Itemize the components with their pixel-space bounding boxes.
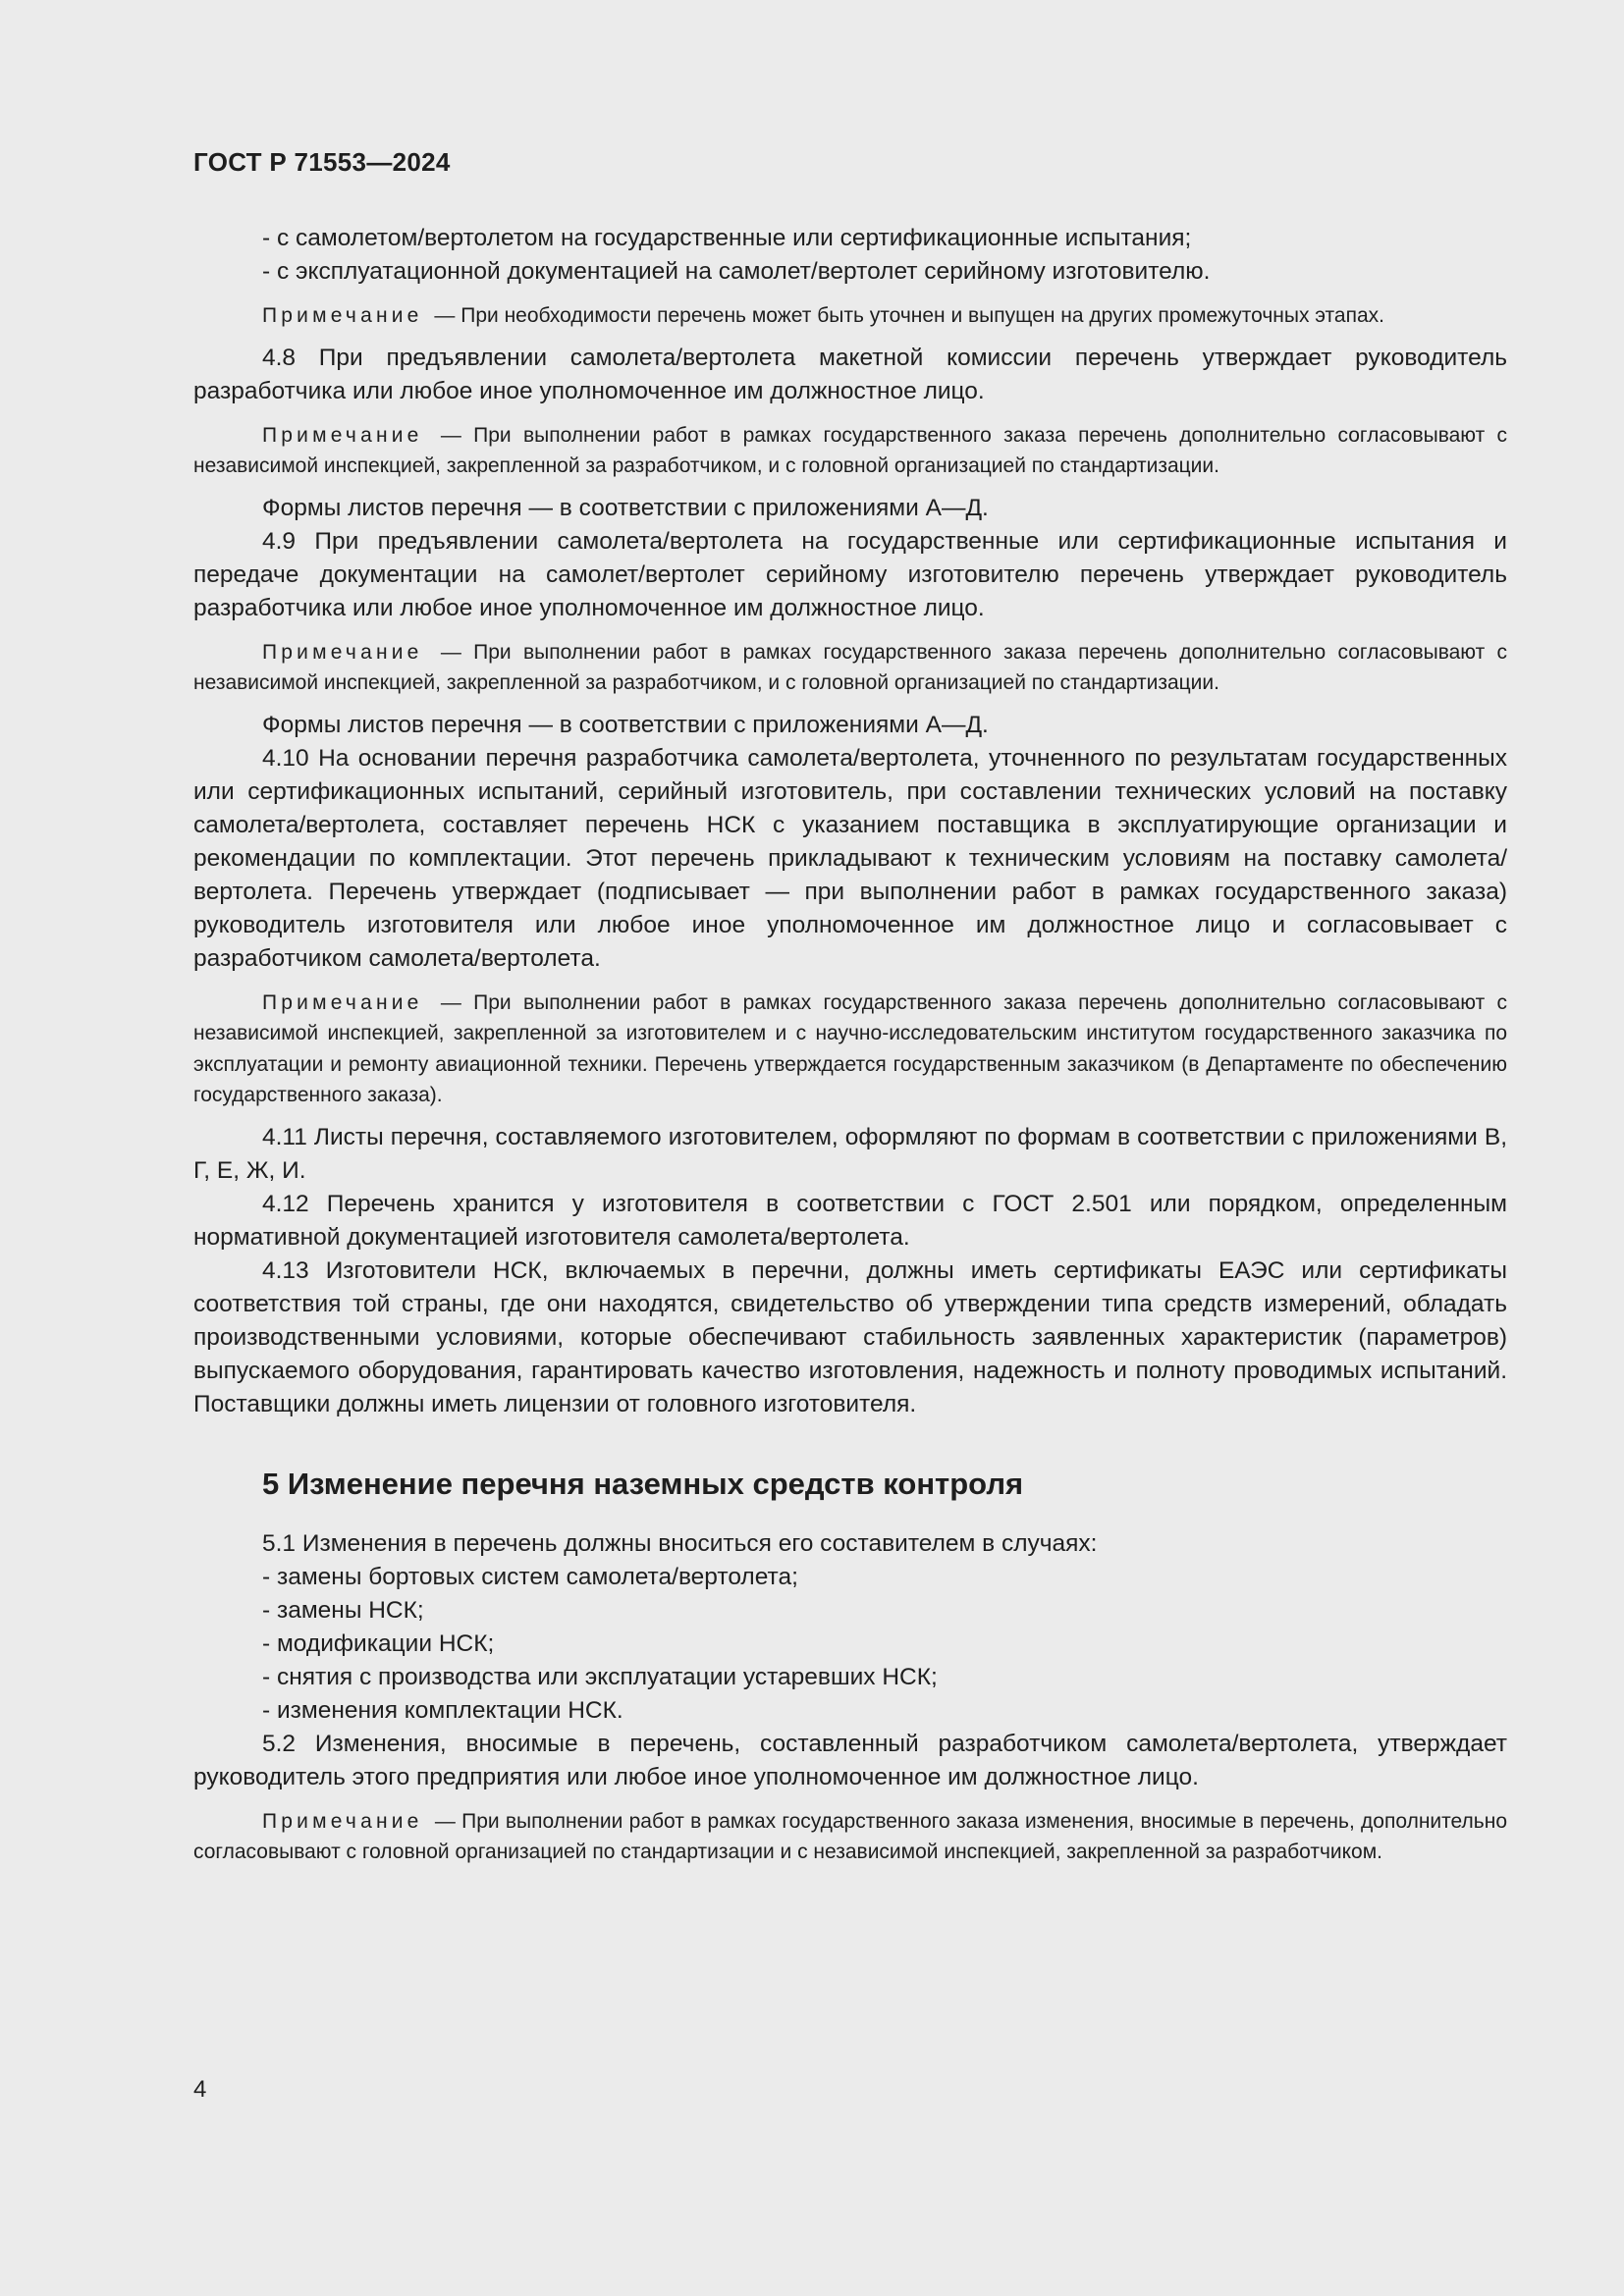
note-label: Примечание [262,423,423,447]
clause-4-11: 4.11 Листы перечня, составляемого изготовителем, оформляют по формам в соответствии с приложениями В, Г, Е, Ж, И. [193,1123,1507,1184]
note-paragraph [193,637,1507,699]
clause-4-13: 4.13 Изготовители НСК, включаемых в перечни, должны иметь сертификаты ЕАЭС или сертификаты соответствия той страны, где они находятся, свидетельство об утверждении типа средств измерений, обладать производственными условиями, которые обеспечивают стабильность заявленных характеристик (параметров) выпускаемого оборудования, гарантировать качество изготовления, надежность и полноту проводимых испытаний. Поставщики должны иметь лицензии от головного изготовителя. [193,1256,1507,1417]
document-header: ГОСТ Р 71553—2024 [193,147,451,177]
list-item: - замены бортовых систем самолета/вертолета; [262,1563,798,1590]
note-paragraph [193,1806,1507,1868]
clause-4-12: 4.12 Перечень хранится у изготовителя в соответствии с ГОСТ 2.501 или порядком, определенным нормативной документацией изготовителя самолета/вертолета. [193,1190,1507,1251]
note-text: — При выполнении работ в рамках государственного заказа перечень дополнительно согласовывают с независимой инспекцией, закрепленной за изготовителем и с научно-исследовательским институтом государственного заказчика по эксплуатации и ремонту авиационной техники. Перечень утверждается государственным заказчиком (в Департаменте по обеспечению государственного заказа). [193,990,1507,1106]
section-5-heading: 5 Изменение перечня наземных средств контроля [262,1466,1024,1501]
clause-4-8: 4.8 При предъявлении самолета/вертолета макетной комиссии перечень утверждает руководитель разработчика или любое иное уполномоченное им должностное лицо. [193,344,1507,404]
document-body [193,222,1507,1878]
note-paragraph [193,988,1507,1111]
note-label: Примечание [262,304,423,327]
list-item: - с самолетом/вертолетом на государственные или сертификационные испытания; [262,225,1192,251]
clause-4-9: 4.9 При предъявлении самолета/вертолета на государственные или сертификационные испытания и передаче документации на самолет/вертолет серийному изготовителю перечень утверждает руководитель разработчика или любое иное уполномоченное им должностное лицо. [193,527,1507,621]
note-label: Примечание [262,640,423,664]
list-item: - модификации НСК; [262,1629,495,1657]
note-paragraph [193,420,1507,482]
list-item: - с эксплуатационной документацией на самолет/вертолет серийному изготовителю. [262,258,1211,285]
clause-5-2: 5.2 Изменения, вносимые в перечень, составленный разработчиком самолета/вертолета, утверждает руководитель этого предприятия или любое иное уполномоченное им должностное лицо. [193,1730,1507,1790]
forms-reference: Формы листов перечня — в соответствии с приложениями А—Д. [262,494,989,521]
clause-5-1: 5.1 Изменения в перечень должны вноситься его составителем в случаях: [262,1529,1098,1557]
note-text: — При необходимости перечень может быть уточнен и выпущен на других промежуточных этапах. [434,304,1384,327]
note-paragraph [193,300,1507,332]
clause-4-10: 4.10 На основании перечня разработчика самолета/вертолета, уточненного по результатам государственных или сертификационных испытаний, серийный изготовитель, при составлении технических условий на поставку самолета/вертолета, составляет перечень НСК с указанием поставщика в эксплуатирующие организации и рекомендации по комплектации. Этот перечень прикладывают к техническим условиям на поставку самолета/вертолета. Перечень утверждает (подписывает — при выполнении работ в рамках государственного заказа) руководитель изготовителя или любое иное уполномоченное им должностное лицо и согласовывает с разработчиком самолета/вертолета. [193,744,1507,972]
note-text: — При выполнении работ в рамках государственного заказа перечень дополнительно согласовывают с независимой инспекцией, закрепленной за разработчиком, и с головной организацией по стандартизации. [193,423,1507,477]
list-item: - замены НСК; [262,1596,424,1624]
forms-reference: Формы листов перечня — в соответствии с приложениями А—Д. [262,711,989,738]
page-number: 4 [193,2076,207,2103]
note-label: Примечание [262,990,423,1014]
note-label: Примечание [262,1809,423,1833]
note-text: — При выполнении работ в рамках государственного заказа изменения, вносимые в перечень, дополнительно согласовывают с головной организацией по стандартизации и с независимой инспекцией, закрепленной за разработчиком. [193,1809,1507,1863]
note-text: — При выполнении работ в рамках государственного заказа перечень дополнительно согласовывают с независимой инспекцией, закрепленной за разработчиком, и с головной организацией по стандартизации. [193,640,1507,694]
list-item: - изменения комплектации НСК. [262,1696,623,1724]
list-item: - снятия с производства или эксплуатации устаревших НСК; [262,1663,938,1690]
